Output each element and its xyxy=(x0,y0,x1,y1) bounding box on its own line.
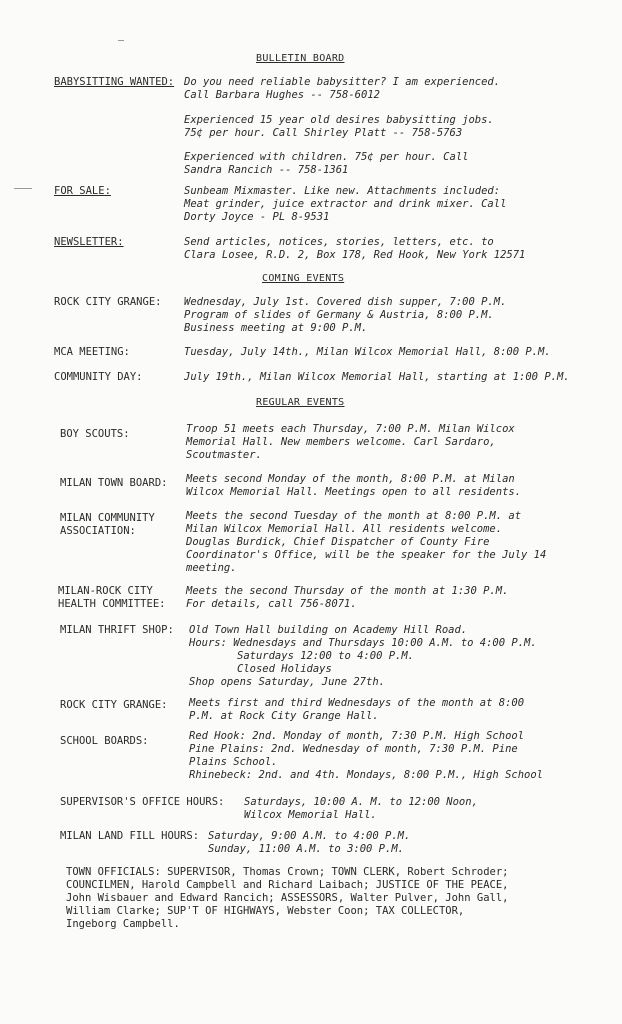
town-officials-text: TOWN OFFICIALS: SUPERVISOR, Thomas Crown; TOWN CLERK, Robert Schroder; xyxy=(66,866,509,878)
event-label: MILAN LAND FILL HOURS: xyxy=(60,830,200,842)
babysitting-text: Experienced with children. 75¢ per hour. Call xyxy=(184,151,469,163)
section-label-newsletter: NEWSLETTER: xyxy=(54,236,124,248)
event-text: Shop opens Saturday, June 27th. xyxy=(189,676,385,688)
event-label: HEALTH COMMITTEE: xyxy=(58,598,166,610)
newsletter-text: Send articles, notices, stories, letters, etc. to xyxy=(184,236,494,248)
event-text: Program of slides of Germany & Austria, 8:00 P.M. xyxy=(184,309,494,321)
event-text: Saturday, 9:00 A.M. to 4:00 P.M. xyxy=(208,830,411,842)
babysitting-text: Experienced 15 year old desires babysitting jobs. xyxy=(184,114,494,126)
event-text: Closed Holidays xyxy=(237,663,332,675)
page-title: BULLETIN BOARD xyxy=(256,53,345,64)
event-label: MILAN-ROCK CITY xyxy=(58,585,153,597)
newsletter-text: Clara Losee, R.D. 2, Box 178, Red Hook, New York 12571 xyxy=(184,249,526,261)
event-text: Meets first and third Wednesdays of the month at 8:00 xyxy=(189,697,525,709)
coming-events-heading: COMING EVENTS xyxy=(262,273,345,284)
town-officials-text: John Wisbauer and Edward Rancich; ASSESSORS, Walter Pulver, John Gall, xyxy=(66,892,509,904)
event-text: Plains School. xyxy=(189,756,278,768)
event-text: Wednesday, July 1st. Covered dish supper, 7:00 P.M. xyxy=(184,296,507,308)
town-officials-text: COUNCILMEN, Harold Campbell and Richard Laibach; JUSTICE OF THE PEACE, xyxy=(66,879,509,891)
event-label: MCA MEETING: xyxy=(54,346,130,358)
scan-speck xyxy=(14,188,32,189)
event-label: SCHOOL BOARDS: xyxy=(60,735,149,747)
event-text: Wilcox Memorial Hall. xyxy=(244,809,377,821)
section-label-for-sale: FOR SALE: xyxy=(54,185,111,197)
event-text: Memorial Hall. New members welcome. Carl Sardaro, xyxy=(186,436,496,448)
event-text: Rhinebeck: 2nd. and 4th. Mondays, 8:00 P.M., High School xyxy=(189,769,544,781)
for-sale-text: Meat grinder, juice extractor and drink mixer. Call xyxy=(184,198,507,210)
scan-speck xyxy=(118,40,124,41)
babysitting-text: Call Barbara Hughes -- 758-6012 xyxy=(184,89,380,101)
event-label: MILAN TOWN BOARD: xyxy=(60,477,168,489)
event-text: Business meeting at 9:00 P.M. xyxy=(184,322,368,334)
event-text: P.M. at Rock City Grange Hall. xyxy=(189,710,379,722)
babysitting-text: 75¢ per hour. Call Shirley Platt -- 758-5763 xyxy=(184,127,463,139)
event-label: ROCK CITY GRANGE: xyxy=(60,699,168,711)
event-label: BOY SCOUTS: xyxy=(60,428,130,440)
for-sale-text: Sunbeam Mixmaster. Like new. Attachments included: xyxy=(184,185,501,197)
event-label: MILAN THRIFT SHOP: xyxy=(60,624,174,636)
event-text: Saturdays, 10:00 A. M. to 12:00 Noon, xyxy=(244,796,478,808)
event-text: Saturdays 12:00 to 4:00 P.M. xyxy=(237,650,415,662)
event-label: ASSOCIATION: xyxy=(60,525,136,537)
event-text: Milan Wilcox Memorial Hall. All residents welcome. xyxy=(186,523,503,535)
event-text: Tuesday, July 14th., Milan Wilcox Memorial Hall, 8:00 P.M. xyxy=(184,346,551,358)
event-text: Meets the second Thursday of the month at 1:30 P.M. xyxy=(186,585,509,597)
section-label-babysitting: BABYSITTING WANTED: xyxy=(54,76,175,88)
event-label: MILAN COMMUNITY xyxy=(60,512,155,524)
event-text: Wilcox Memorial Hall. Meetings open to all residents. xyxy=(186,486,522,498)
event-text: Old Town Hall building on Academy Hill Road. xyxy=(189,624,468,636)
event-text: meeting. xyxy=(186,562,237,574)
babysitting-text: Do you need reliable babysitter? I am experienced. xyxy=(184,76,501,88)
town-officials-text: William Clarke; SUP'T OF HIGHWAYS, Webster Coon; TAX COLLECTOR, xyxy=(66,905,465,917)
event-label: SUPERVISOR'S OFFICE HOURS: xyxy=(60,796,225,808)
event-text: Coordinator's Office, will be the speaker for the July 14 xyxy=(186,549,547,561)
event-text: Red Hook: 2nd. Monday of month, 7:30 P.M. High School xyxy=(189,730,525,742)
regular-events-heading: REGULAR EVENTS xyxy=(256,397,345,408)
event-text: Douglas Burdick, Chief Dispatcher of County Fire xyxy=(186,536,490,548)
event-text: Meets the second Tuesday of the month at 8:00 P.M. at xyxy=(186,510,522,522)
event-text: Sunday, 11:00 A.M. to 3:00 P.M. xyxy=(208,843,404,855)
event-label: ROCK CITY GRANGE: xyxy=(54,296,162,308)
event-text: Pine Plains: 2nd. Wednesday of month, 7:30 P.M. Pine xyxy=(189,743,518,755)
event-text: Scoutmaster. xyxy=(186,449,262,461)
for-sale-text: Dorty Joyce - PL 8-9531 xyxy=(184,211,330,223)
event-text: July 19th., Milan Wilcox Memorial Hall, starting at 1:00 P.M. xyxy=(184,371,570,383)
event-text: Troop 51 meets each Thursday, 7:00 P.M. Milan Wilcox xyxy=(186,423,515,435)
babysitting-text: Sandra Rancich -- 758-1361 xyxy=(184,164,349,176)
town-officials-text: Ingeborg Campbell. xyxy=(66,918,180,930)
event-text: For details, call 756-8071. xyxy=(186,598,357,610)
event-label: COMMUNITY DAY: xyxy=(54,371,143,383)
event-text: Hours: Wednesdays and Thursdays 10:00 A.M. to 4:00 P.M. xyxy=(189,637,537,649)
event-text: Meets second Monday of the month, 8:00 P.M. at Milan xyxy=(186,473,515,485)
